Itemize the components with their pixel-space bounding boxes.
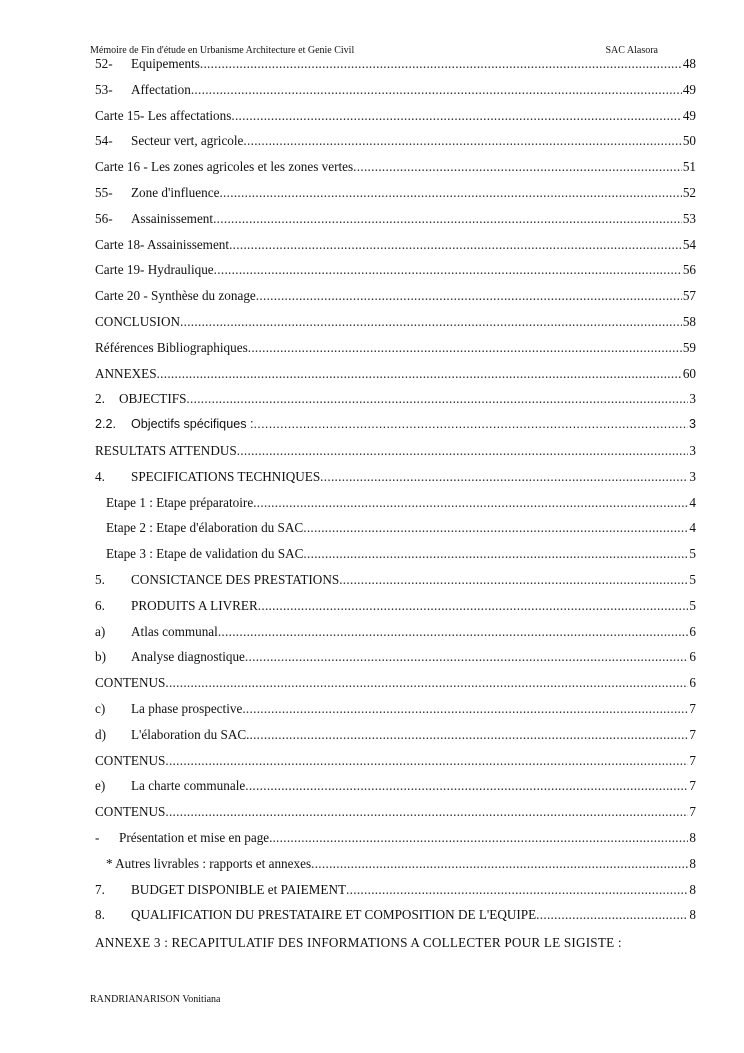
toc-page: 50 <box>682 133 696 149</box>
toc-number: 52- <box>95 56 113 71</box>
toc-label: Analyse diagnostique <box>131 649 245 665</box>
toc-label: * Autres livrables : rapports et annexes <box>106 855 312 871</box>
toc-entry[interactable] <box>95 391 696 417</box>
toc-entry[interactable] <box>95 546 696 572</box>
toc-page: 8 <box>689 829 696 845</box>
toc-leader <box>249 727 688 743</box>
toc-entry[interactable] <box>95 133 696 159</box>
toc-page: 49 <box>682 107 696 123</box>
toc-entry[interactable] <box>95 443 696 469</box>
toc-number: 55- <box>95 184 113 200</box>
toc-label: La charte communale <box>131 778 246 794</box>
toc-page: 57 <box>682 288 696 304</box>
toc-page: 5 <box>689 546 696 562</box>
toc-label: Carte 20 - Synthèse du zonage <box>95 288 256 304</box>
toc-entry[interactable] <box>95 675 696 701</box>
toc-page: 8 <box>689 881 696 897</box>
toc-entry[interactable] <box>95 82 696 108</box>
toc-entry[interactable] <box>95 649 696 675</box>
toc-entry[interactable] <box>95 907 696 933</box>
header-title: Mémoire de Fin d'étude en Urbanisme Architecture et Genie Civil <box>90 45 355 56</box>
toc-page: 59 <box>682 339 696 355</box>
toc-leader <box>245 778 688 794</box>
toc-label: ANNEXES <box>95 365 157 381</box>
toc-entry[interactable] <box>95 108 696 134</box>
toc-entry[interactable] <box>95 185 696 211</box>
toc-page: 60 <box>682 365 696 381</box>
toc-label: La phase prospective <box>131 700 243 716</box>
toc-leader <box>165 675 688 691</box>
toc-page: 52 <box>682 184 696 200</box>
toc-leader <box>180 314 682 330</box>
toc-label: Equipements <box>131 56 200 71</box>
toc-leader <box>253 495 688 511</box>
toc-number: - <box>95 829 100 845</box>
toc-number: 8. <box>95 907 105 923</box>
toc-label: Carte 16 - Les zones agricoles et les zones vertes <box>95 159 354 175</box>
toc-leader <box>242 701 688 717</box>
toc-page: 6 <box>689 623 696 639</box>
toc-entry[interactable] <box>95 598 696 624</box>
page-header <box>90 45 658 56</box>
toc-entry[interactable] <box>95 314 696 340</box>
toc-page: 7 <box>689 778 696 794</box>
toc-label: Etape 1 : Etape préparatoire <box>106 494 254 510</box>
toc-leader <box>245 649 689 665</box>
toc-page: 5 <box>689 571 696 587</box>
toc-page: 8 <box>689 907 696 923</box>
toc-label: Objectifs spécifiques : <box>131 417 254 432</box>
toc-page: 56 <box>682 262 696 278</box>
toc-label: Carte 15- Les affectations <box>95 107 232 123</box>
toc-page: 48 <box>682 56 696 71</box>
toc-page: 7 <box>689 752 696 768</box>
toc-number: 56- <box>95 210 113 226</box>
toc-page: 7 <box>689 804 696 820</box>
toc-label: L'élaboration du SAC. <box>131 726 250 742</box>
toc-page: 53 <box>682 210 696 226</box>
toc-page: 58 <box>682 313 696 329</box>
toc-entry[interactable] <box>95 211 696 237</box>
toc-leader <box>254 417 688 431</box>
toc-leader <box>191 82 682 98</box>
toc-number: 6. <box>95 597 105 613</box>
toc-page: 51 <box>682 159 696 175</box>
toc-label: CONTENUS <box>95 675 166 691</box>
toc-label: Etape 3 : Etape de validation du SAC <box>106 546 304 562</box>
toc-label: Zone d'influence <box>131 184 220 200</box>
toc-leader <box>272 830 688 846</box>
toc-page: 54 <box>682 236 696 252</box>
toc-leader <box>311 856 688 872</box>
toc-leader <box>186 391 688 407</box>
toc-page: 5 <box>689 597 696 613</box>
toc-number: d) <box>95 726 106 742</box>
toc-leader <box>231 108 681 124</box>
toc-label: Assainissement <box>131 210 214 226</box>
toc-page: 8 <box>689 855 696 871</box>
toc-entry[interactable] <box>95 804 696 830</box>
toc-label: CONTENUS <box>95 752 166 768</box>
toc-page: 7 <box>689 700 696 716</box>
toc-page: 6 <box>689 675 696 691</box>
toc-number: e) <box>95 778 106 794</box>
toc-entry[interactable] <box>95 288 696 314</box>
table-of-contents <box>95 56 696 933</box>
toc-number: 2.2. <box>95 417 117 432</box>
toc-page: 3 <box>688 417 696 432</box>
toc-leader <box>165 753 688 769</box>
toc-leader <box>200 56 682 72</box>
toc-label: BUDGET DISPONIBLE et PAIEMENT <box>131 881 347 897</box>
toc-leader <box>536 907 688 923</box>
toc-number: 53- <box>95 81 113 97</box>
toc-entry[interactable] <box>95 366 696 392</box>
toc-page: 3 <box>689 442 696 458</box>
toc-leader <box>258 598 689 614</box>
toc-leader <box>229 237 682 253</box>
toc-label: Affectation <box>131 81 191 97</box>
toc-label: Références Bibliographiques <box>95 339 248 355</box>
toc-entry[interactable] <box>95 340 696 366</box>
toc-entry[interactable] <box>95 417 696 443</box>
toc-page: 7 <box>689 726 696 742</box>
toc-page: 3 <box>689 391 696 407</box>
toc-label: Atlas communal <box>131 623 218 639</box>
toc-entry[interactable] <box>95 520 696 546</box>
toc-leader <box>346 882 688 898</box>
toc-entry[interactable] <box>95 495 696 521</box>
toc-page: 4 <box>689 520 696 536</box>
toc-entry[interactable] <box>95 469 696 495</box>
toc-entry[interactable] <box>95 727 696 753</box>
toc-entry[interactable] <box>95 237 696 263</box>
toc-label: QUALIFICATION DU PRESTATAIRE ET COMPOSITION DE L'EQUIPE <box>131 907 537 923</box>
annex-heading: ANNEXE 3 : RECAPITULATIF DES INFORMATIONS A COLLECTER POUR LE SIGISTE : <box>95 935 622 950</box>
toc-label: Carte 19- Hydraulique <box>95 262 214 278</box>
toc-number: 2. <box>95 391 105 407</box>
toc-label: OBJECTIFS <box>119 391 187 407</box>
header-project: SAC Alasora <box>605 45 658 56</box>
toc-entry[interactable] <box>95 753 696 779</box>
toc-number: 7. <box>95 881 105 897</box>
toc-entry[interactable] <box>95 262 696 288</box>
toc-leader <box>157 366 682 382</box>
toc-leader <box>218 624 689 640</box>
toc-entry[interactable] <box>95 701 696 727</box>
toc-leader <box>248 340 682 356</box>
toc-number: 54- <box>95 133 113 149</box>
toc-number: 5. <box>95 571 105 587</box>
toc-label: CONCLUSION <box>95 313 180 329</box>
toc-leader <box>237 443 689 459</box>
toc-page: 49 <box>682 81 696 97</box>
toc-number: 4. <box>95 468 105 484</box>
toc-label: Secteur vert, agricole <box>131 133 244 149</box>
toc-entry[interactable] <box>95 830 696 856</box>
toc-leader <box>353 159 682 175</box>
toc-entry[interactable] <box>95 778 696 804</box>
toc-leader <box>256 288 682 304</box>
toc-label: Présentation et mise en page. <box>119 829 273 845</box>
toc-number: a) <box>95 623 106 639</box>
toc-label: SPECIFICATIONS TECHNIQUES <box>131 468 321 484</box>
toc-leader <box>303 520 688 536</box>
toc-number: b) <box>95 649 106 665</box>
toc-label: CONTENUS <box>95 804 166 820</box>
toc-page: 6 <box>689 649 696 665</box>
toc-entry[interactable] <box>95 159 696 185</box>
toc-label: PRODUITS A LIVRER <box>131 597 258 613</box>
page-footer: RANDRIANARISON Vonitiana <box>90 994 221 1005</box>
toc-leader <box>339 572 688 588</box>
toc-leader <box>243 133 681 149</box>
toc-entry[interactable] <box>95 624 696 650</box>
toc-entry[interactable] <box>95 56 696 82</box>
toc-label: CONSICTANCE DES PRESTATIONS <box>131 571 340 587</box>
toc-entry[interactable] <box>95 856 696 882</box>
toc-entry[interactable] <box>95 882 696 908</box>
toc-label: Etape 2 : Etape d'élaboration du SAC <box>106 520 304 536</box>
toc-leader <box>320 469 688 485</box>
toc-label: RESULTATS ATTENDUS <box>95 442 237 458</box>
toc-page: 4 <box>689 494 696 510</box>
toc-leader <box>213 211 682 227</box>
toc-leader <box>219 185 681 201</box>
toc-leader <box>165 804 688 820</box>
toc-page: 3 <box>689 468 696 484</box>
toc-number: c) <box>95 700 106 716</box>
toc-leader <box>214 262 682 278</box>
toc-leader <box>303 546 688 562</box>
toc-label: Carte 18- Assainissement <box>95 236 230 252</box>
toc-entry[interactable] <box>95 572 696 598</box>
